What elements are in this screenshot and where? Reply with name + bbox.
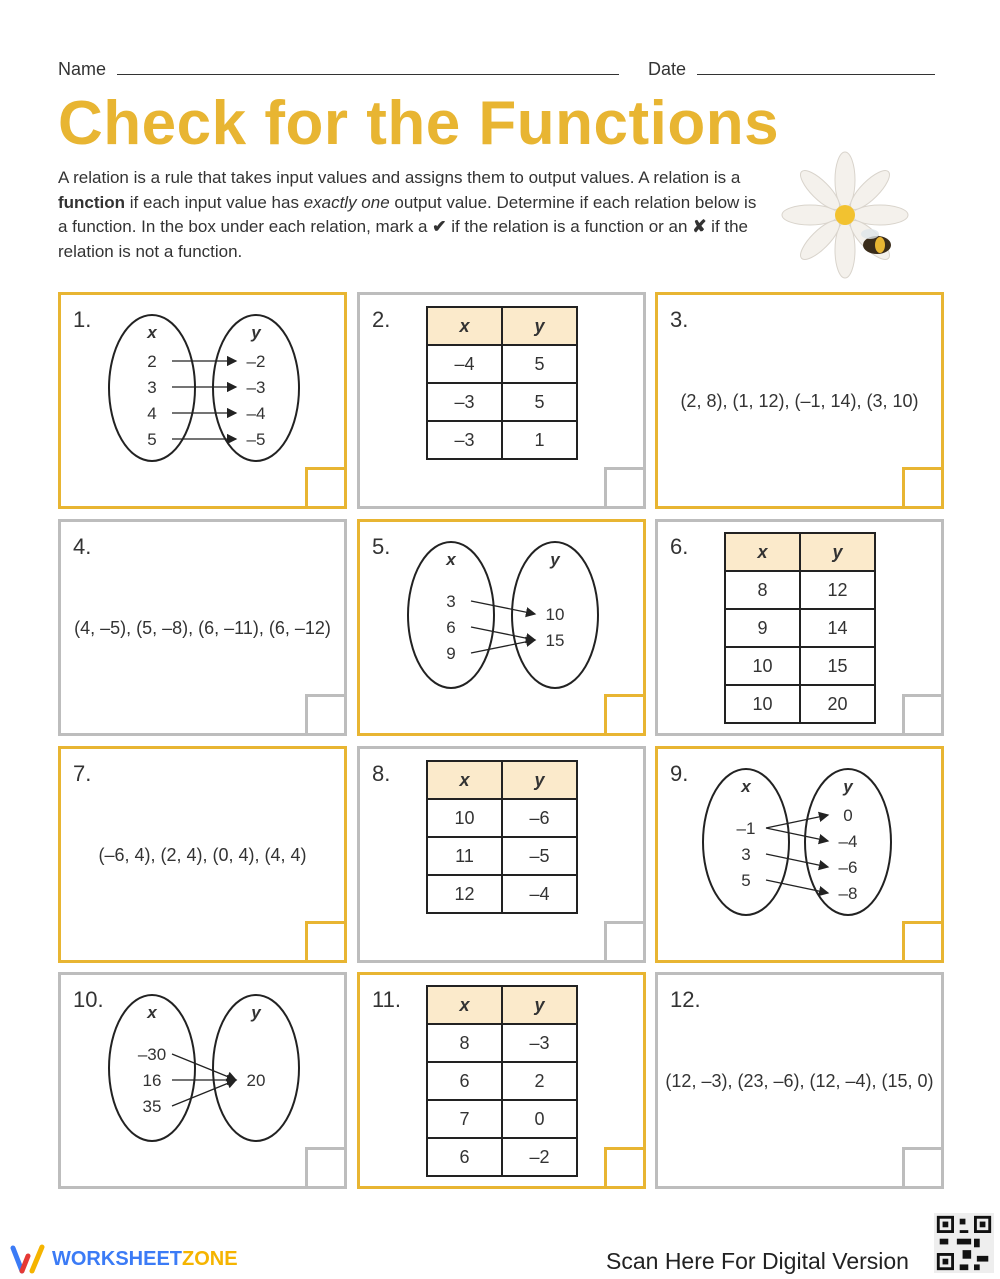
problem-card-1 <box>58 292 347 509</box>
table-cell: –3 <box>427 383 502 421</box>
flower-bee-illustration <box>780 150 910 280</box>
mapping-arrow <box>766 880 828 893</box>
table-header-row <box>725 533 875 571</box>
problem-number: 5. <box>372 534 391 559</box>
table-cell: 6 <box>427 1138 502 1176</box>
table-cell: –6 <box>502 799 577 837</box>
column-header: x <box>427 986 502 1024</box>
domain-value: 5 <box>741 871 751 890</box>
domain-label: x <box>446 550 456 569</box>
problem-number: 10. <box>73 987 104 1012</box>
domain-value: 6 <box>446 618 456 637</box>
domain-value: –1 <box>736 819 756 838</box>
intro-text: if each input value has <box>125 192 304 212</box>
answer-checkbox[interactable] <box>604 1147 643 1186</box>
problem-number: 4. <box>73 534 92 559</box>
answer-checkbox[interactable] <box>305 921 344 960</box>
domain-value: –30 <box>137 1045 167 1064</box>
problem-card-12 <box>655 972 944 1189</box>
table-row <box>427 875 577 913</box>
problem-number: 9. <box>670 761 689 786</box>
range-value: 0 <box>843 806 853 825</box>
table-cell: 15 <box>800 647 875 685</box>
ordered-pairs: (4, –5), (5, –8), (6, –11), (6, –12) <box>74 618 331 638</box>
table-header-row <box>427 986 577 1024</box>
range-label: y <box>251 1003 261 1022</box>
table-header-row <box>427 761 577 799</box>
intro-text: if the relation is a function or an <box>446 217 693 236</box>
table-cell: 6 <box>427 1062 502 1100</box>
ordered-pairs: (12, –3), (23, –6), (12, –4), (15, 0) <box>665 1071 934 1091</box>
range-value: –6 <box>838 858 858 877</box>
answer-checkbox[interactable] <box>604 467 643 506</box>
table-cell: 10 <box>725 647 800 685</box>
problem-number: 2. <box>372 307 391 332</box>
mapping-diagram <box>658 749 941 960</box>
answer-checkbox[interactable] <box>305 1147 344 1186</box>
range-value: 15 <box>545 631 565 650</box>
problem-number: 6. <box>670 534 689 559</box>
table-row <box>427 1062 577 1100</box>
qr-code[interactable] <box>934 1213 994 1273</box>
worksheetzone-logo <box>10 1244 238 1274</box>
table-cell: 8 <box>427 1024 502 1062</box>
intro-text: output value. Determine if each relation below is a function. In the box under each relation, mark a <box>58 192 757 236</box>
domain-value: 2 <box>147 352 157 371</box>
mapping-arrow <box>471 601 535 614</box>
column-header: x <box>427 761 502 799</box>
problem-card-6 <box>655 519 944 736</box>
column-header: x <box>427 307 502 345</box>
table-cell: 14 <box>800 609 875 647</box>
relation-table <box>724 532 876 724</box>
mapping-arrow <box>172 1080 236 1106</box>
ordered-pairs: (2, 8), (1, 12), (–1, 14), (3, 10) <box>680 391 919 411</box>
table-cell: 11 <box>427 837 502 875</box>
problem-number: 1. <box>73 307 92 332</box>
table-row <box>725 609 875 647</box>
cross-mark-icon: ✘ <box>692 217 707 236</box>
range-value: –8 <box>838 884 858 903</box>
mapping-diagram <box>61 295 344 506</box>
domain-value: 5 <box>147 430 157 449</box>
relation-table <box>426 985 578 1177</box>
answer-checkbox[interactable] <box>902 921 941 960</box>
intro-italic: exactly one <box>303 192 390 212</box>
domain-label: x <box>741 777 751 796</box>
domain-value: 9 <box>446 644 456 663</box>
relation-table <box>426 306 578 460</box>
name-label: Name <box>58 59 107 79</box>
table-cell: 12 <box>427 875 502 913</box>
table-cell: –5 <box>502 837 577 875</box>
table-row <box>725 571 875 609</box>
range-value: –4 <box>838 832 858 851</box>
problem-number: 11. <box>372 987 401 1012</box>
name-date-line <box>58 58 935 80</box>
date-label: Date <box>648 59 687 79</box>
problem-number: 3. <box>670 307 689 332</box>
table-cell: 20 <box>800 685 875 723</box>
logo-text-worksheet: WORKSHEET <box>52 1247 182 1270</box>
table-cell: –4 <box>427 345 502 383</box>
table-cell: 1 <box>502 421 577 459</box>
answer-checkbox[interactable] <box>902 694 941 733</box>
answer-checkbox[interactable] <box>305 694 344 733</box>
table-cell: 8 <box>725 571 800 609</box>
problem-card-2 <box>357 292 646 509</box>
table-cell: –3 <box>502 1024 577 1062</box>
logo-text-zone: ZONE <box>182 1247 238 1270</box>
table-row <box>725 685 875 723</box>
mapping-arrow <box>471 640 535 653</box>
mapping-arrow <box>172 1054 236 1080</box>
table-cell: 10 <box>725 685 800 723</box>
column-header: y <box>502 761 577 799</box>
domain-label: x <box>147 323 157 342</box>
table-cell: 10 <box>427 799 502 837</box>
table-row <box>725 647 875 685</box>
answer-checkbox[interactable] <box>305 467 344 506</box>
table-cell: 9 <box>725 609 800 647</box>
page-title: Check for the Functions <box>58 89 780 158</box>
range-value: –5 <box>246 430 266 449</box>
problem-number: 7. <box>73 761 92 786</box>
logo-icon <box>10 1244 46 1274</box>
mapping-diagram <box>360 522 643 733</box>
problem-card-3 <box>655 292 944 509</box>
table-cell: 5 <box>502 345 577 383</box>
column-header: y <box>502 986 577 1024</box>
problem-card-5 <box>357 519 646 736</box>
table-cell: 0 <box>502 1100 577 1138</box>
column-header: y <box>502 307 577 345</box>
problem-card-9 <box>655 746 944 963</box>
problem-number: 12. <box>670 987 701 1012</box>
intro-bold: function <box>58 192 126 212</box>
mapping-arrow <box>766 854 828 867</box>
mapping-arrow <box>766 815 828 828</box>
problem-number: 8. <box>372 761 391 786</box>
table-row <box>427 1100 577 1138</box>
name-field[interactable] <box>117 58 619 75</box>
scan-caption: Scan Here For Digital Version <box>606 1248 909 1274</box>
table-cell: –2 <box>502 1138 577 1176</box>
range-value: –3 <box>246 378 266 397</box>
problem-card-11 <box>357 972 646 1189</box>
domain-value: 4 <box>147 404 157 423</box>
problem-card-4 <box>58 519 347 736</box>
problem-card-7 <box>58 746 347 963</box>
range-label: y <box>843 777 853 796</box>
date-field[interactable] <box>697 58 935 75</box>
table-row <box>427 799 577 837</box>
mapping-diagram <box>61 975 344 1186</box>
relation-table <box>426 760 578 914</box>
table-cell: 7 <box>427 1100 502 1138</box>
instructions <box>58 166 768 264</box>
range-value: –2 <box>246 352 266 371</box>
answer-checkbox[interactable] <box>604 694 643 733</box>
table-cell: 12 <box>800 571 875 609</box>
range-value: –4 <box>246 404 266 423</box>
domain-value: 3 <box>147 378 157 397</box>
range-label: y <box>550 550 560 569</box>
problem-card-10 <box>58 972 347 1189</box>
table-row <box>427 1024 577 1062</box>
mapping-arrow <box>471 627 535 640</box>
range-value: 20 <box>246 1071 266 1090</box>
mapping-arrow <box>766 828 828 841</box>
table-cell: –3 <box>427 421 502 459</box>
table-row <box>427 421 577 459</box>
table-header-row <box>427 307 577 345</box>
table-cell: 5 <box>502 383 577 421</box>
intro-text: A relation is a rule that takes input values and assigns them to output values. A relation is a <box>58 168 741 187</box>
table-row <box>427 345 577 383</box>
domain-value: 35 <box>142 1097 162 1116</box>
range-value: 10 <box>545 605 565 624</box>
problem-card-8 <box>357 746 646 963</box>
table-row <box>427 837 577 875</box>
answer-checkbox[interactable] <box>604 921 643 960</box>
table-row <box>427 1138 577 1176</box>
column-header: x <box>725 533 800 571</box>
answer-checkbox[interactable] <box>902 467 941 506</box>
column-header: y <box>800 533 875 571</box>
intro-text: if the relation is not a function. <box>58 217 749 261</box>
domain-label: x <box>147 1003 157 1022</box>
range-label: y <box>251 323 261 342</box>
domain-value: 3 <box>446 592 456 611</box>
table-cell: 2 <box>502 1062 577 1100</box>
domain-value: 3 <box>741 845 751 864</box>
table-cell: –4 <box>502 875 577 913</box>
table-row <box>427 383 577 421</box>
ordered-pairs: (–6, 4), (2, 4), (0, 4), (4, 4) <box>98 845 307 865</box>
answer-checkbox[interactable] <box>902 1147 941 1186</box>
domain-value: 16 <box>142 1071 162 1090</box>
check-mark-icon: ✔ <box>432 217 447 236</box>
